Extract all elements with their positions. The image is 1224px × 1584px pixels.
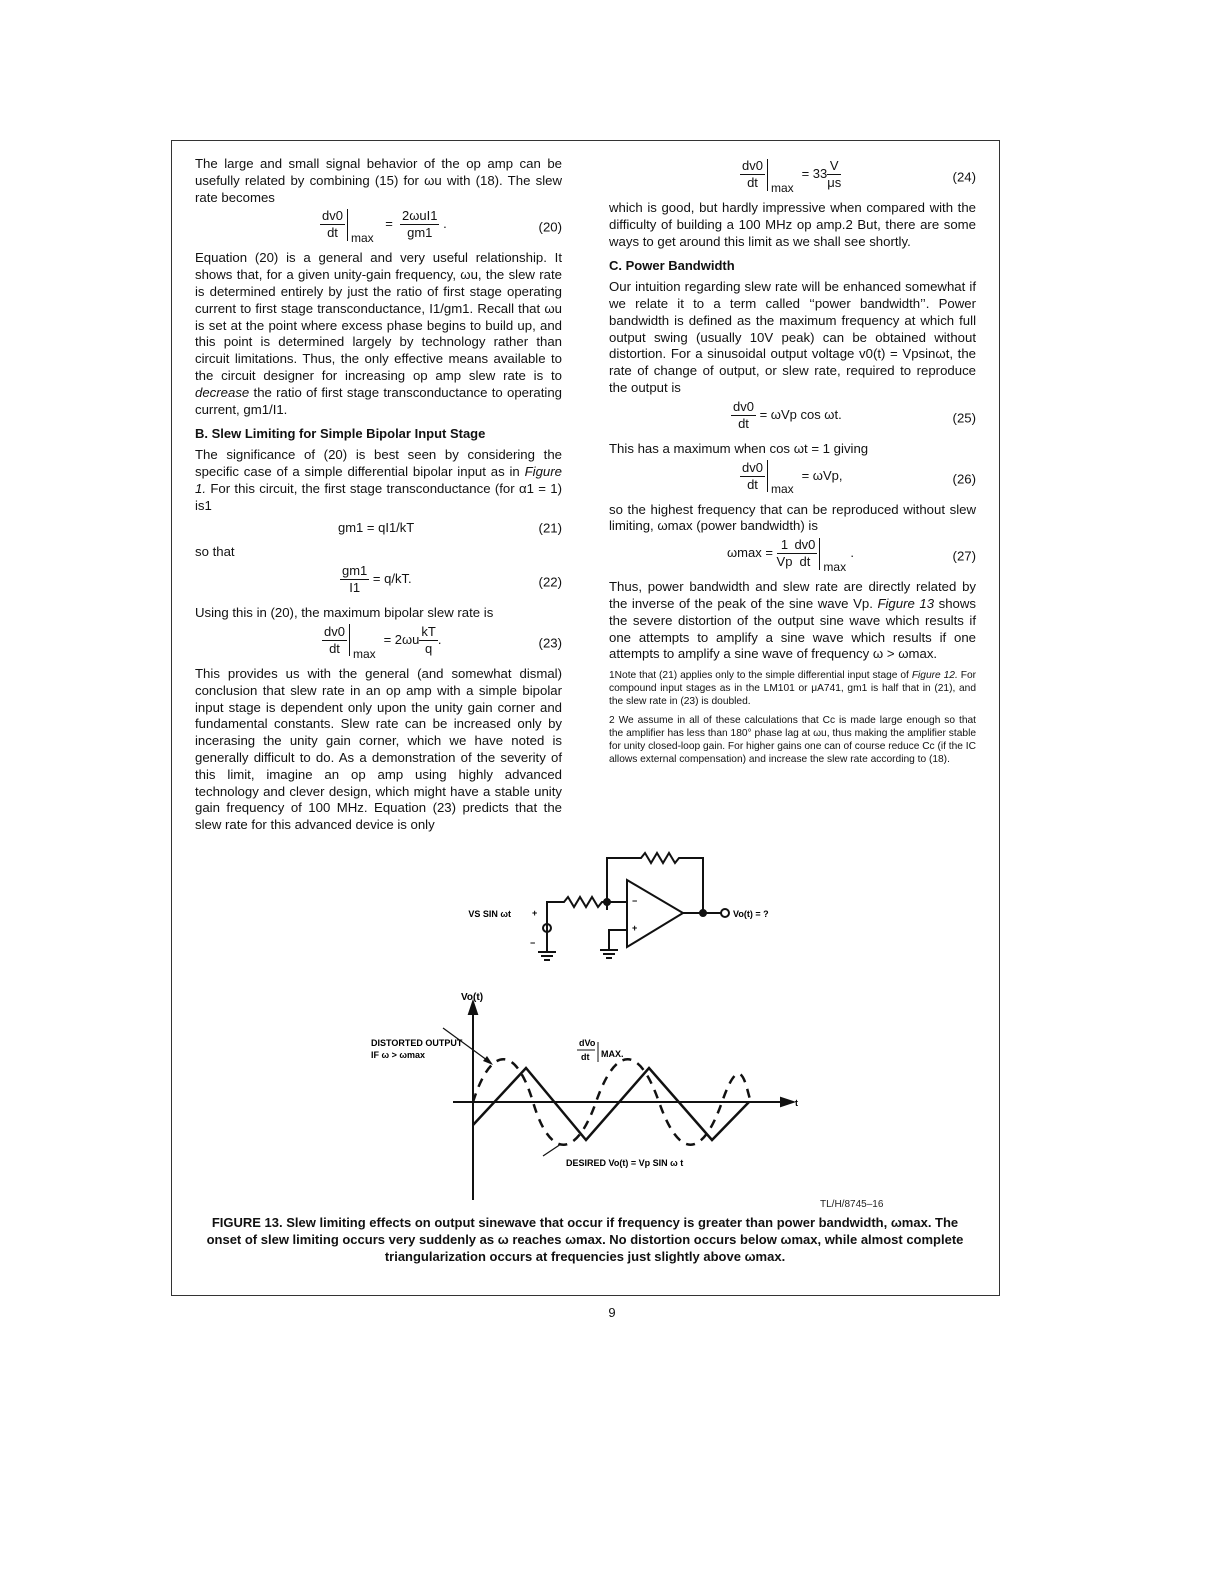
right-column — [609, 156, 976, 766]
distorted-label: DISTORTED OUTPUT — [371, 1038, 463, 1048]
noninverting-input-label: + — [632, 923, 638, 933]
paragraph: Our intuition regarding slew rate will be enhanced somewhat if we relate it to a term called ‘‘power bandwidth’’. Power bandwidth is defined as the maximum frequency at which full output swing (usually 10V peak) can be obtained without distortion. For a sinusoidal output voltage v0(t) = Vpsinωt, the rate of change of output, or slew rate, required to reproduce the output is — [609, 279, 976, 395]
eq-term: dt — [738, 415, 749, 431]
eq-subscript: max — [823, 559, 847, 574]
output-label: Vo(t) = ? — [733, 909, 769, 919]
section-heading: B. Slew Limiting for Simple Bipolar Input Stage — [195, 426, 486, 442]
y-axis-label: Vo(t) — [461, 992, 484, 1003]
page-number: 9 — [608, 1305, 616, 1320]
equation-number: (27) — [952, 548, 976, 564]
equation-26 — [609, 460, 976, 500]
paragraph — [195, 250, 562, 418]
eq-term: I1 — [349, 580, 361, 596]
eq-term: 2ωuI1 — [402, 208, 438, 224]
footnote-2: 2 We assume in all of these calculations that Cc is made large enough so that the amplifier has less than 180° phase lag at ωu, thus making the amplifier stable for unity closed-loop gain. For higher gains one can of course reduce Cc (if the IC allows external compensation) and increase the slew rate according to (18). — [609, 715, 976, 766]
paragraph: This provides us with the general (and somewhat dismal) conclusion that slew rate in an op amp with a simple bipolar input stage is dependent only upon the unity gain corner and fundamental constants. Slew rate can be increased only by incerasing the unity gain corner, which we have noted is generally difficult to do. As a demonstration of the severity of this limit, imagine an op amp using highly advanced technology and clever design, which might have a stable unity gain frequency of 100 MHz. Equation (23) predicts that the slew rate for this advanced device is only — [195, 665, 562, 833]
footnote-1 — [609, 669, 976, 708]
equation-number: (23) — [538, 635, 562, 651]
text-run: the ratio of first stage transconductance to operating current, gm1/I1. — [195, 384, 562, 417]
desired-output-label: DESIRED Vo(t) = Vp SIN ω t — [566, 1158, 684, 1168]
eq-term: dv0 — [324, 623, 345, 639]
paragraph: This has a maximum when cos ωt = 1 giving — [609, 440, 869, 456]
figure-13-diagram — [171, 850, 1000, 1210]
paragraph: which is good, but hardly impressive when compared with the difficulty of building a 100 MHz op amp.2 But, there are some ways to get around this limit as we shall see shortly. — [609, 200, 976, 249]
eq-subscript: max — [350, 231, 374, 246]
slope-label-bottom: dt — [581, 1052, 590, 1062]
paragraph: so that — [195, 544, 235, 560]
eq-term: dt — [747, 175, 758, 190]
paragraph: so the highest frequency that can be reproduced without slew limiting, ωmax (power bandwidth) is — [609, 501, 976, 534]
text-run: Figure 13 — [877, 595, 935, 611]
eq-term: dt — [327, 225, 338, 241]
eq-term: dt — [747, 476, 758, 492]
equation-number: (21) — [538, 520, 562, 536]
eq-term: dv0 — [742, 459, 763, 475]
eq-term: 1 — [777, 537, 793, 554]
eq-subscript: max — [770, 180, 794, 195]
text-run: decrease — [195, 384, 250, 400]
eq-term: Vp — [776, 554, 793, 570]
equation-25 — [609, 399, 976, 439]
eq-term: = ωVp, — [801, 467, 843, 483]
eq-term: gm1 — [407, 225, 433, 241]
feedback-resistor — [607, 853, 703, 913]
minus-sign: − — [530, 938, 536, 948]
equation-number: (22) — [538, 574, 562, 590]
equation-20: $\frac{dv0}{dt}$ max = $\frac{\text{2ωuI1}}{gm1}$ . (20) — [322, 208, 562, 246]
slope-max-label: MAX. — [601, 1049, 624, 1059]
eq-term: μs — [827, 175, 842, 190]
text-run: Figure 12. — [911, 670, 958, 682]
t-axis-label: t — [795, 1098, 798, 1108]
eq-term: = 2ωu — [383, 631, 420, 647]
output-terminal — [721, 909, 729, 917]
equation-21 — [195, 516, 562, 542]
eq-term: gm1 = qI1/kT — [338, 520, 415, 536]
text-run: Thus, power bandwidth and slew rate are directly related by the inverse of the peak of the sine wave Vp. — [609, 579, 976, 611]
eq-term: V — [827, 158, 841, 175]
slope-label-top: dVo — [579, 1038, 596, 1048]
equation-number: (20) — [538, 219, 562, 235]
plus-sign: + — [532, 908, 538, 918]
eq-term: kT — [421, 623, 436, 639]
section-heading: C. Power Bandwidth — [609, 258, 735, 274]
input-source-label: VS SIN ωt — [468, 909, 511, 919]
eq-term: dt — [799, 554, 811, 570]
eq-term: dv0 — [733, 398, 754, 414]
input-resistor — [547, 897, 627, 907]
eq-subscript: max — [770, 482, 794, 497]
eq-term: dv0 — [794, 537, 816, 553]
eq-term: dt — [329, 640, 340, 656]
equation-number: (25) — [952, 410, 976, 426]
eq-term: ωmax = — [727, 545, 773, 561]
paragraph — [195, 447, 562, 514]
equation-24 — [609, 158, 976, 198]
equation-number: (24) — [952, 169, 976, 185]
paragraph: The large and small signal behavior of the op amp can be usefully related by combining (15) for ωu with (18). The slew rate becomes — [195, 156, 562, 205]
eq-term: dv0 — [322, 208, 343, 224]
paragraph — [609, 579, 976, 663]
paragraph: Using this in (20), the maximum bipolar slew rate is — [195, 605, 494, 621]
eq-term: q — [425, 640, 433, 656]
inverting-input-label: − — [632, 896, 638, 906]
eq-term: = 33 — [801, 165, 828, 181]
figure-caption: FIGURE 13. Slew limiting effects on output sinewave that occur if frequency is greater than power bandwidth, ωmax. The onset of slew limiting occurs very suddenly as ω reaches ωmax. No distortion occurs below ωmax, while almost complete triangularization occurs at frequencies just slightly above ωmax. — [206, 1215, 964, 1264]
distorted-triangle-wave — [473, 1068, 749, 1140]
left-column — [195, 156, 562, 834]
op-amp-triangle — [627, 880, 683, 947]
equation-27: ωmax = $\frac{1}{Vp}$ $\frac{dv0}{dt}$ max . (27) — [727, 537, 976, 574]
text-run: Equation (20) is a general and very useful relationship. It shows that, for a given unity-gain frequency, ωu, the slew rate is determined entirely by just the ratio of first stage operating current to first stage transconductance, I1/gm1. Recall that ωu is set at the point where excess phase begins to build up, and this point is determined largely by technology rather than circuit limitations. Thus, the only effective means available to the circuit designer for increasing op amp slew rate is to — [195, 250, 562, 383]
distorted-condition-label: IF ω > ωmax — [371, 1050, 425, 1060]
equation-number: (26) — [952, 471, 976, 487]
eq-term: gm1 — [342, 563, 368, 579]
text-run: Figure 1. — [195, 463, 562, 496]
eq-term: dv0 — [742, 158, 763, 173]
text-run: For compound input stages as in the LM101 or μA741, gm1 is half that in (21), and the slew rate in (23) is doubled. — [609, 670, 976, 708]
equation-22 — [195, 563, 562, 603]
text-run: For this circuit, the first stage transconductance (for α1 = 1) is1 — [195, 480, 562, 513]
eq-subscript: max — [352, 646, 376, 661]
text-run: The significance of (20) is best seen by considering the specific case of a simple differential bipolar input as in — [195, 447, 562, 479]
eq-term: = ωVp cos ωt. — [759, 406, 842, 422]
eq-term: = q/kT. — [372, 571, 412, 587]
equation-23: $\frac{dv0}{dt}$ max = 2ωu $\frac{kT}{q}$ . (23) — [324, 623, 562, 661]
text-run: shows the severe distortion of the output sine wave which results if one attempts to amplify a sine wave which results if one attempts to amplify a sine wave of frequency ω > ωmax. — [609, 595, 976, 662]
figure-code: TL/H/8745–16 — [820, 1199, 884, 1210]
text-run: 1Note that (21) applies only to the simple differential input stage of — [609, 670, 909, 682]
